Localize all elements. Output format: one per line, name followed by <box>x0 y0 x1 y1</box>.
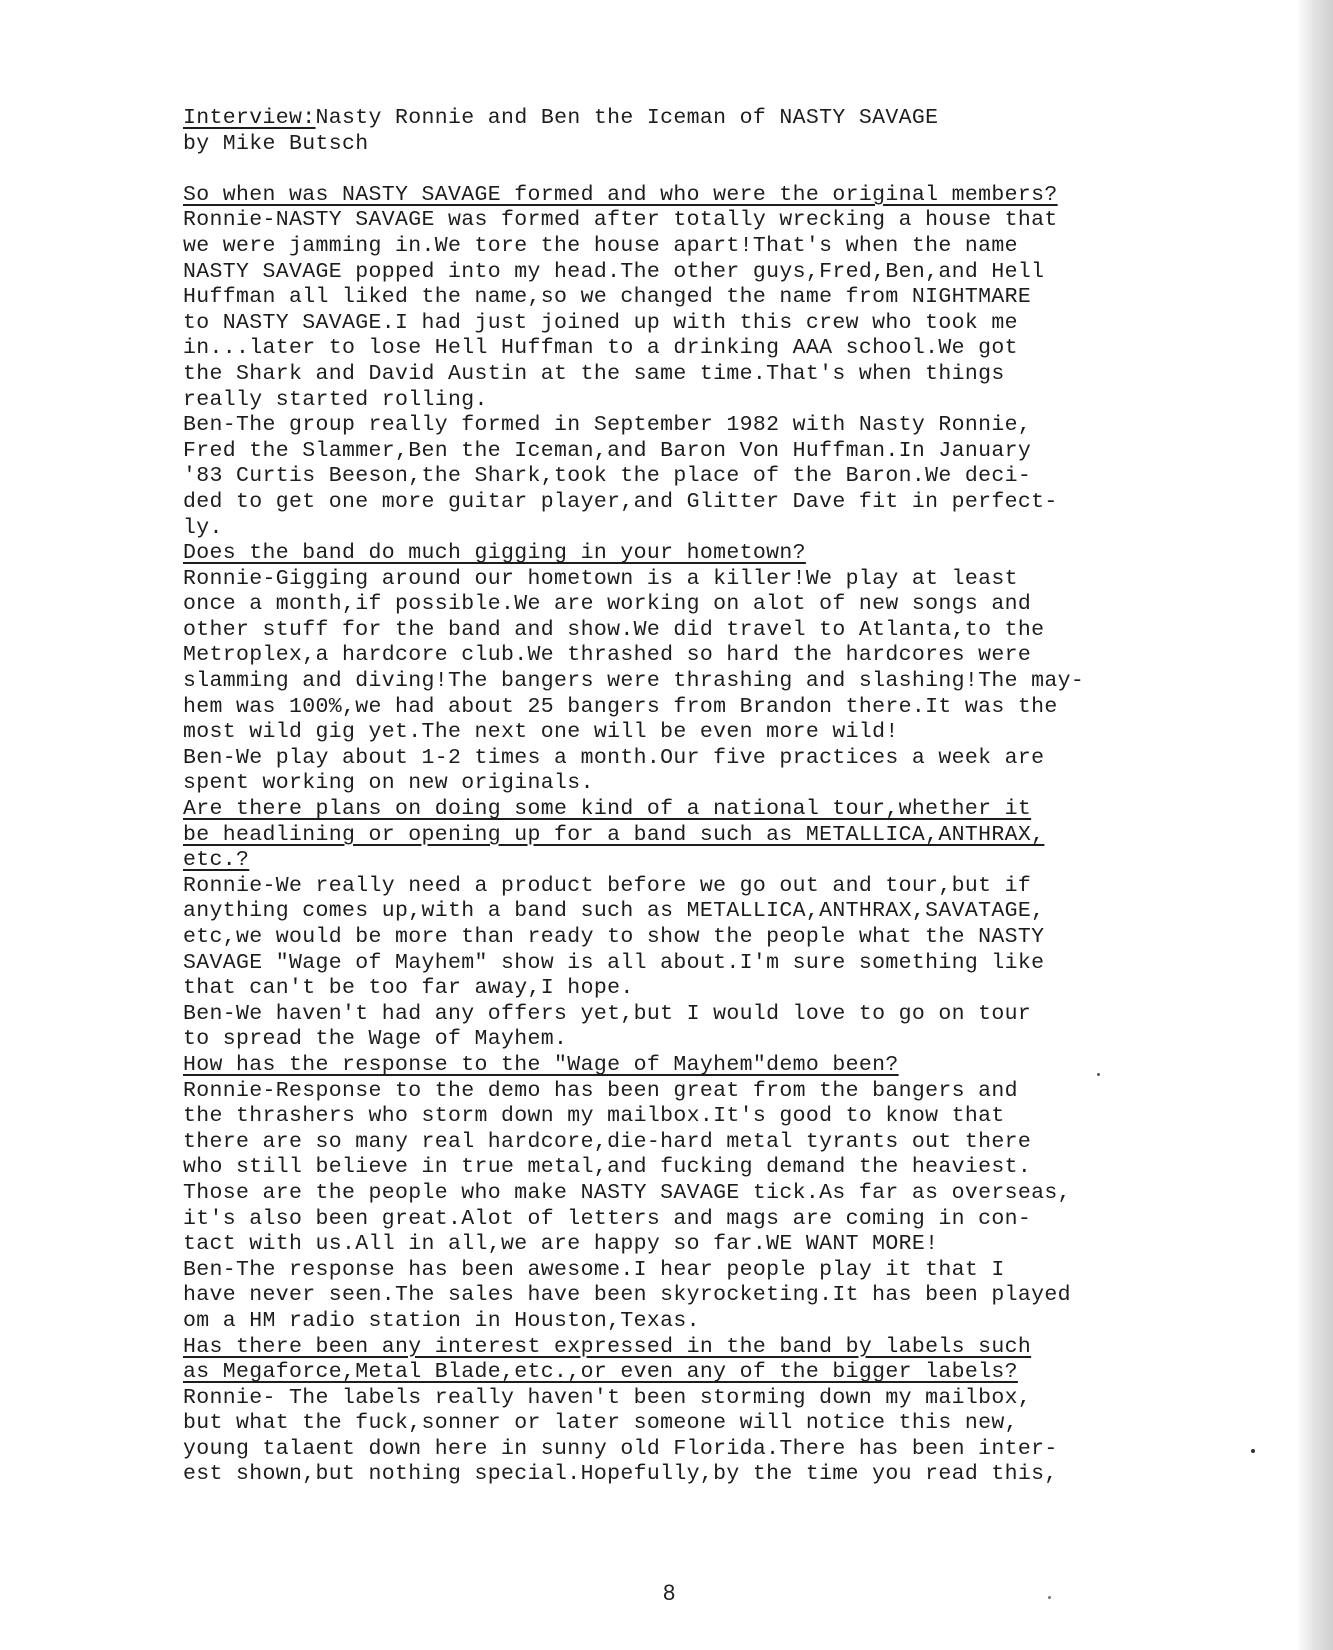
answer-line: who still believe in true metal,and fucking demand the heaviest. <box>183 1155 1032 1180</box>
answer-line: spent working on new originals. <box>183 771 594 796</box>
question-line: as Megaforce,Metal Blade,etc.,or even any of the bigger labels? <box>183 1360 1018 1385</box>
question-line: So when was NASTY SAVAGE formed and who were the original members? <box>183 182 1058 207</box>
answer-line: tact with us.All in all,we are happy so far.WE WANT MORE! <box>183 1232 939 1257</box>
answer-line: in...later to lose Hell Huffman to a drinking AAA school.We got <box>183 336 1018 361</box>
question-line: Are there plans on doing some kind of a national tour,whether it <box>183 797 1032 822</box>
answer-line: there are so many real hardcore,die-hard metal tyrants out there <box>183 1129 1032 1154</box>
answer-line: Ben-The response has been awesome.I hear people play it that I <box>183 1257 1005 1282</box>
answer-line: Those are the people who make NASTY SAVAGE tick.As far as overseas, <box>183 1180 1071 1205</box>
answer-line: most wild gig yet.The next one will be even more wild! <box>183 720 899 745</box>
answer-line: hem was 100%,we had about 25 bangers from Brandon there.It was the <box>183 694 1058 719</box>
answer-line: that can't be too far away,I hope. <box>183 976 634 1001</box>
answer-line: it's also been great.Alot of letters and mags are coming in con- <box>183 1206 1032 1231</box>
answer-line: to spread the Wage of Mayhem. <box>183 1027 568 1052</box>
answer-line: young talaent down here in sunny old Florida.There has been inter- <box>183 1436 1058 1461</box>
page-edge-shadow <box>1297 0 1333 1650</box>
answer-line: the Shark and David Austin at the same time.That's when things <box>183 361 1005 386</box>
interview-text <box>183 106 1213 1488</box>
question-line: Has there been any interest expressed in the band by labels such <box>183 1334 1032 1359</box>
answer-line: the thrashers who storm down my mailbox.It's good to know that <box>183 1104 1005 1129</box>
question-line: How has the response to the "Wage of Mayhem"demo been? <box>183 1052 899 1077</box>
answer-line: Ben-We play about 1-2 times a month.Our five practices a week are <box>183 745 1045 770</box>
answer-line: Ben-We haven't had any offers yet,but I would love to go on tour <box>183 1001 1032 1026</box>
question-line: Does the band do much gigging in your hometown? <box>183 541 806 566</box>
answer-line: om a HM radio station in Houston,Texas. <box>183 1308 700 1333</box>
answer-line: Ronnie-We really need a product before we go out and tour,but if <box>183 873 1032 898</box>
answer-line: Metroplex,a hardcore club.We thrashed so hard the hardcores were <box>183 643 1032 668</box>
header-title <box>183 106 1213 132</box>
page-number: 8 <box>663 1580 676 1605</box>
answer-line: we were jamming in.We tore the house apart!That's when the name <box>183 233 1018 258</box>
answer-line: ded to get one more guitar player,and Glitter Dave fit in perfect- <box>183 489 1058 514</box>
answer-line: Fred the Slammer,Ben the Iceman,and Baron Von Huffman.In January <box>183 438 1032 463</box>
answer-line: NASTY SAVAGE popped into my head.The other guys,Fred,Ben,and Hell <box>183 259 1045 284</box>
answer-line: have never seen.The sales have been skyrocketing.It has been played <box>183 1283 1071 1308</box>
answer-line: Ronnie- The labels really haven't been storming down my mailbox, <box>183 1385 1032 1410</box>
answer-line: other stuff for the band and show.We did travel to Atlanta,to the <box>183 617 1045 642</box>
answer-line: Ben-The group really formed in September 1982 with Nasty Ronnie, <box>183 413 1032 438</box>
answer-line: etc,we would be more than ready to show the people what the NASTY <box>183 925 1045 949</box>
answer-line: SAVAGE "Wage of Mayhem" show is all about.I'm sure something like <box>183 950 1045 975</box>
question-line: be headlining or opening up for a band such as METALLICA,ANTHRAX, <box>183 822 1045 847</box>
spacer <box>183 157 1213 183</box>
header-title-rest: Nasty Ronnie and Ben the Iceman of NASTY SAVAGE <box>315 106 939 130</box>
header-label: Interview: <box>183 106 316 130</box>
answer-line: ly. <box>183 515 223 540</box>
print-speck <box>1251 1449 1255 1453</box>
answer-line: to NASTY SAVAGE.I had just joined up with this crew who took me <box>183 310 1018 335</box>
answer-line: once a month,if possible.We are working on alot of new songs and <box>183 592 1032 617</box>
answer-line: really started rolling. <box>183 387 488 412</box>
answer-line: Ronnie-Response to the demo has been great from the bangers and <box>183 1078 1018 1103</box>
print-speck <box>1097 1073 1100 1076</box>
print-speck <box>1048 1596 1051 1599</box>
question-line: etc.? <box>183 848 250 873</box>
answer-line: anything comes up,with a band such as METALLICA,ANTHRAX,SAVATAGE, <box>183 899 1045 924</box>
answer-line: Ronnie-Gigging around our hometown is a killer!We play at least <box>183 566 1018 591</box>
answer-line: '83 Curtis Beeson,the Shark,took the place of the Baron.We deci- <box>183 464 1032 489</box>
answer-line: Huffman all liked the name,so we changed the name from NIGHTMARE <box>183 285 1032 310</box>
header-byline: by Mike Butsch <box>183 131 369 156</box>
answer-line: slamming and diving!The bangers were thrashing and slashing!The may- <box>183 669 1085 694</box>
answer-line: Ronnie-NASTY SAVAGE was formed after totally wrecking a house that <box>183 208 1058 233</box>
answer-line: but what the fuck,sonner or later someone will notice this new, <box>183 1411 1018 1436</box>
answer-line: est shown,but nothing special.Hopefully,by the time you read this, <box>183 1462 1058 1487</box>
